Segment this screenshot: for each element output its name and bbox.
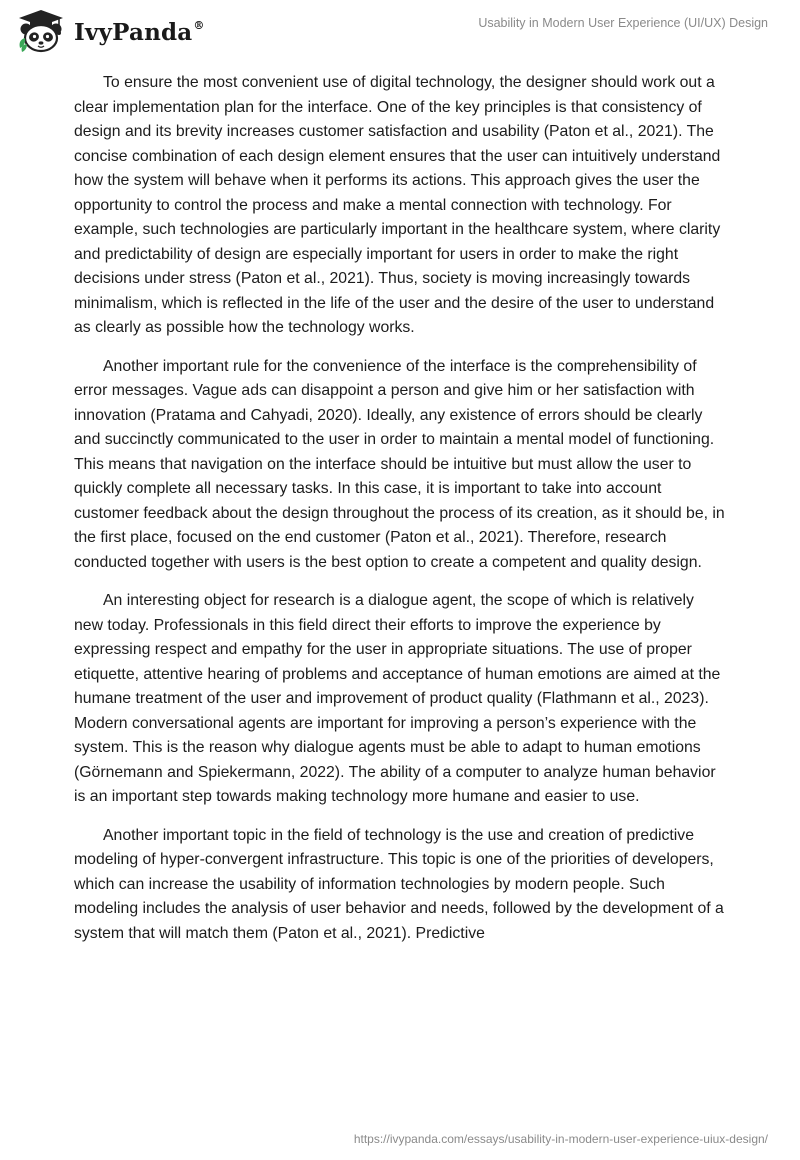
paragraph: To ensure the most convenient use of digital technology, the designer should work out a clear implementation plan for the interface. One of the key principles is that consistency of design and its brevity increases customer satisfaction and usability (Paton et al., 2021). The concise combination of each design element ensures that the user can intuitively understand how the system will behave when it performs its actions. This approach gives the user the opportunity to control the process and make a mental connection with technology. For example, such technologies are particularly important in the healthcare system, where clarity and predictability of design are especially important for users in order to make the right decisions under stress (Paton et al., 2021). Thus, society is moving increasingly towards minimalism, which is reflected in the life of the user and the desire of the user to understand as clearly as possible how the technology works.	[74, 74, 721, 336]
panda-graduate-icon	[16, 8, 66, 54]
paragraph: Another important topic in the field of technology is the use and creation of predictive modeling of hyper-convergent infrastructure. This topic is one of the priorities of developers, which can increase the usability of information technologies by modern people. Such modeling includes the analysis of user behavior and needs, followed by the development of a system that will match them (Paton et al., 2021). Predictive	[74, 826, 724, 942]
paragraph: An interesting object for research is a dialogue agent, the scope of which is relatively new today. Professionals in this field direct their efforts to improve the experience by expressing respect and empathy for the user in appropriate situations. The use of proper etiquette, attentive hearing of problems and acceptance of human emotions are aimed at the humane treatment of the user and improvement of product quality (Flathmann et al., 2023). Modern conversational agents are important for improving a person’s experience with the system. This is the reason why dialogue agents must be able to adapt to human emotions (Görnemann and Spiekermann, 2022). The ability of a computer to analyze human behavior is an important step towards making technology more humane and easier to use.	[74, 592, 721, 805]
source-url[interactable]: https://ivypanda.com/essays/usability-in-modern-user-experience-uiux-design/	[353, 1132, 768, 1146]
logo-wordmark: IvyPanda®	[74, 18, 205, 46]
page-header	[0, 0, 800, 60]
registered-mark: ®	[193, 18, 205, 32]
document-title: Usability in Modern User Experience (UI/UX) Design	[478, 16, 768, 30]
paragraph: Another important rule for the convenience of the interface is the comprehensibility of error messages. Vague ads can disappoint a person and give him or her satisfaction with innovation (Pratama and Cahyadi, 2020). Ideally, any existence of errors should be clearly and succinctly communicated to the user in order to maintain a mental model of functioning. This means that navigation on the interface should be intuitive but must allow the user to quickly complete all necessary tasks. In this case, it is important to take into account customer feedback about the design throughout the process of its creation, as it should be, in the first place, focused on the end customer (Paton et al., 2021). Therefore, research conducted together with users is the best option to create a competent and quality design.	[74, 357, 725, 571]
essay-body	[74, 71, 726, 960]
ivypanda-logo[interactable]	[16, 8, 205, 54]
